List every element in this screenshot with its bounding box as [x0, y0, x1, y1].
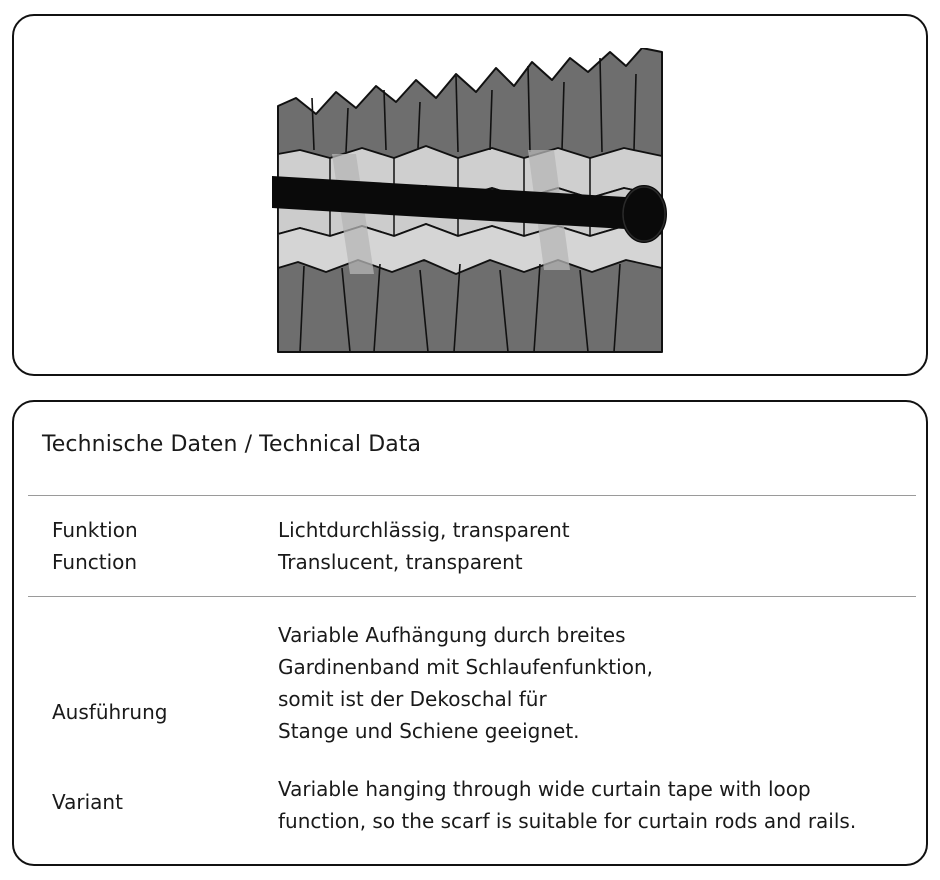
row-value-variant-de-4: Stange und Schiene geeignet. — [278, 719, 580, 743]
row-label-function — [28, 496, 260, 597]
technical-data-title: Technische Daten / Technical Data — [42, 432, 422, 457]
technical-data-panel — [12, 400, 928, 866]
row-value-variant — [260, 597, 916, 858]
row-label-variant — [28, 597, 260, 858]
spacer — [52, 638, 260, 696]
row-value-variant-en-2: function, so the scarf is suitable for curtain rods and rails. — [278, 809, 857, 833]
table-row-variant — [28, 597, 916, 858]
row-label-variant-en: Variant — [52, 790, 123, 814]
row-value-function-de-1: Lichtdurchlässig, transparent — [278, 518, 570, 542]
row-value-variant-en-1: Variable hanging through wide curtain tape with loop — [278, 777, 811, 801]
row-value-variant-de-2: Gardinenband mit Schlaufenfunktion, — [278, 655, 653, 679]
row-value-function — [260, 496, 916, 597]
technical-data-table — [28, 495, 916, 857]
row-label-variant-de: Ausführung — [52, 700, 168, 724]
table-row-function — [28, 496, 916, 597]
row-value-function-en-1: Translucent, transparent — [278, 550, 523, 574]
row-label-function-en: Function — [52, 550, 138, 574]
row-value-variant-de-3: somit ist der Dekoschal für — [278, 687, 547, 711]
row-value-variant-de-1: Variable Aufhängung durch breites — [278, 623, 626, 647]
spacer — [52, 728, 260, 786]
row-label-function-de: Funktion — [52, 518, 138, 542]
spacer — [278, 747, 902, 773]
curtain-on-rod-illustration — [270, 46, 670, 356]
illustration-panel — [12, 14, 928, 376]
